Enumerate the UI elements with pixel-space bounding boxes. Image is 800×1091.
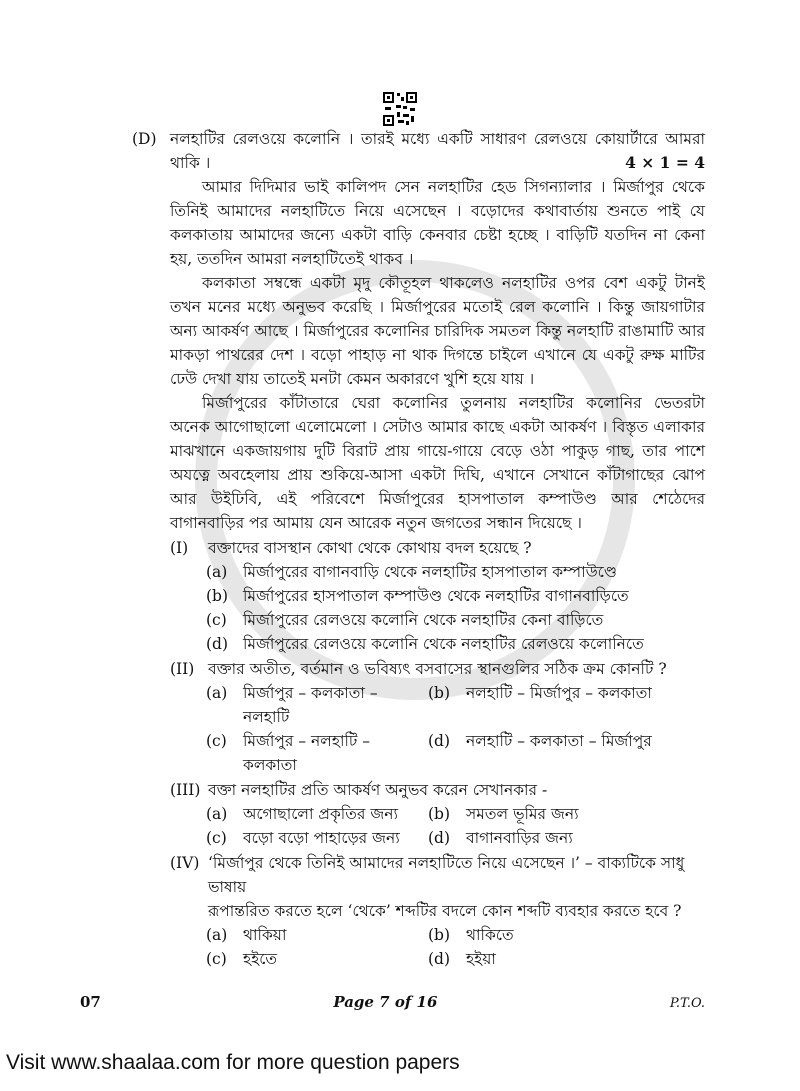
question: [170, 536, 705, 560]
option-key: (b): [428, 684, 451, 702]
option-key: (a): [206, 563, 228, 581]
option-key: (b): [206, 587, 229, 605]
question: [170, 778, 705, 802]
passage-line: মির্জাপুরের কাঁটাতারে ঘেরা কলোনির তুলনায় নলহাটির কলোনির ভেতরটা: [202, 394, 705, 412]
option-text: হইতে: [243, 950, 278, 968]
section-intro-row: [170, 151, 705, 175]
question-text: বক্তার অতীত, বর্তমান ও ভবিষ্যৎ বসবাসের স্থানগুলির সঠিক ক্রম কোনটি ?: [208, 660, 667, 678]
question-text: রূপান্তরিত করতে হলে ‘থেকে’ শব্দটির বদলে কোন শব্দটি ব্যবহার করতে হবে ?: [208, 902, 682, 920]
passage-line: কলকাতায় আমাদের জন্যে একটা বাড়ি কেনবার চেষ্টা হচ্ছে । বাড়িটি যতদিন না কেনা: [170, 226, 705, 244]
passage-line: মাকড়া পাথরের দেশ । বড়ো পাহাড় না থাক দিগন্তে চাইলে এখানে যে একটু রুক্ষ মাটির: [170, 346, 705, 364]
passage-line: তখন মনের মধ্যে অনুভব করেছি । মির্জাপুরের মতোই রেল কলোনি । কিন্তু জায়গাটার: [170, 298, 705, 316]
passage-line: মাঝখানে একজায়গায় দুটি বিরাট প্রায় গায়ে-গায়ে বেড়ে ওঠা পাকুড় গাছ, তার পাশে: [170, 442, 705, 460]
qr-code-icon: [383, 92, 417, 126]
option-key: (d): [206, 635, 229, 653]
pto: P.T.O.: [669, 996, 705, 1011]
passage-line: তিনিই আমাদের নলহাটিতে নিয়ে এসেছেন । বড়োদের কথাবার্তায় শুনতে পাই যে: [170, 202, 705, 220]
passage-line: কলকাতা সম্বন্ধে একটা মৃদু কৌতূহল থাকলেও নলহাটির ওপর বেশ একটু টানই: [202, 274, 705, 292]
option-text: মির্জাপুর – কলকাতা – নলহাটি: [243, 684, 378, 726]
passage-line: আর উইঢিবি, এই পরিবেশে মির্জাপুরের হাসপাতাল কম্পাউণ্ড আর শেঠেদের: [170, 490, 705, 508]
option-text: মির্জাপুরের রেলওয়ে কলোনি থেকে নলহাটির কেনা বাড়িতে: [243, 611, 604, 629]
option-key: (c): [206, 950, 227, 968]
option-text: মির্জাপুরের রেলওয়ে কলোনি থেকে নলহাটির রেলওয়ে কলোনিতে: [243, 635, 644, 653]
question-number: (III): [170, 781, 201, 799]
option-key: (b): [428, 926, 451, 944]
passage-line: অনেক আগোছালো এলোমেলো । সেটাও আমার কাছে একটা আকর্ষণ । বিস্তৃত এলাকার: [170, 418, 705, 436]
passage-line: অন্য আকর্ষণ আছে । মির্জাপুরের কলোনির চারিদিক সমতল কিন্তু নলহাটি রাঙামাটি আর: [170, 322, 705, 340]
question-text: বক্তা নলহাটির প্রতি আকর্ষণ অনুভব করেন সেখানকার -: [208, 781, 548, 799]
option-key: (a): [206, 926, 228, 944]
section-intro-line: থাকি ।: [170, 154, 211, 172]
option-text: হইয়া: [466, 950, 496, 968]
marks: 4 × 1 = 4: [625, 153, 705, 172]
option-key: (d): [428, 829, 451, 847]
passage-line: বাগানবাড়ির পর আমায় যেন আরেক নতুন জগতের সন্ধান দিয়েছে ।: [170, 514, 582, 532]
options-grid: [170, 923, 705, 971]
option-text: নলহাটি – কলকাতা – মির্জাপুর: [466, 732, 652, 750]
passage: [170, 175, 705, 535]
option-text: থাকিয়া: [243, 926, 287, 944]
paper-code: 07: [80, 993, 101, 1011]
promo-banner: Visit www.shaalaa.com for more question papers: [6, 1051, 460, 1074]
option-key: (d): [428, 950, 451, 968]
options-grid: [170, 802, 705, 850]
passage-line: অযত্নে অবহেলায় প্রায় শুকিয়ে-আসা একটা দিঘি, এখানে সেখানে কাঁটাগাছের ঝোপ: [170, 466, 705, 484]
question-number: (II): [170, 660, 195, 678]
section-intro-line: নলহাটির রেলওয়ে কলোনি । তারই মধ্যে একটি সাধারণ রেলওয়ে কোয়ার্টারে আমরা: [170, 130, 705, 148]
passage-line: ঢেউ দেখা যায় তাতেই মনটা কেমন অকারণে খুশি হয়ে যায় ।: [170, 370, 535, 388]
question: [170, 851, 705, 923]
passage-line: হয়, ততদিন আমরা নলহাটিতেই থাকব ।: [170, 250, 414, 268]
option-text: বড়ো বড়ো পাহাড়ের জন্য: [243, 829, 400, 847]
question-text-block: [208, 851, 705, 923]
question-number: (I): [170, 539, 189, 557]
question-number: (IV): [170, 854, 200, 872]
option-key: (a): [206, 684, 228, 702]
option-text: অগোছালো প্রকৃতির জন্য: [243, 805, 398, 823]
option-text: সমতল ভূমির জন্য: [466, 805, 579, 823]
section-body: [170, 127, 705, 971]
option-key: (c): [206, 829, 227, 847]
options-list: [170, 560, 705, 656]
option-text: মির্জাপুর – নলহাটি – কলকাতা: [243, 732, 371, 774]
option-text: মির্জাপুরের বাগানবাড়ি থেকে নলহাটির হাসপাতাল কম্পাউণ্ডে: [243, 563, 618, 581]
page-number: Page 7 of 16: [333, 993, 438, 1011]
question: [170, 657, 705, 681]
option-key: (d): [428, 732, 451, 750]
option-text: বাগানবাড়ির জন্য: [466, 829, 573, 847]
question-text: বক্তাদের বাসস্থান কোথা থেকে কোথায় বদল হয়েছে ?: [208, 539, 532, 557]
option-text: থাকিতে: [466, 926, 514, 944]
passage-line: আমার দিদিমার ভাই কালিপদ সেন নলহাটির হেড সিগন্যালার । মির্জাপুর থেকে: [202, 178, 705, 196]
option-text: নলহাটি – মির্জাপুর – কলকাতা: [466, 684, 652, 702]
question-text: ‘মির্জাপুর থেকে তিনিই আমাদের নলহাটিতে নিয়ে এসেছেন ।’ – বাক্যটিকে সাধু ভাষায়: [208, 854, 685, 896]
page-footer: [80, 993, 705, 1011]
section-label: (D): [132, 130, 157, 148]
option-key: (c): [206, 732, 227, 750]
options-grid: [170, 681, 705, 777]
option-key: (b): [428, 805, 451, 823]
option-text: মির্জাপুরের হাসপাতাল কম্পাউণ্ড থেকে নলহাটির বাগানবাড়িতে: [243, 587, 629, 605]
section-d: [132, 127, 705, 971]
option-key: (c): [206, 611, 227, 629]
option-key: (a): [206, 805, 228, 823]
